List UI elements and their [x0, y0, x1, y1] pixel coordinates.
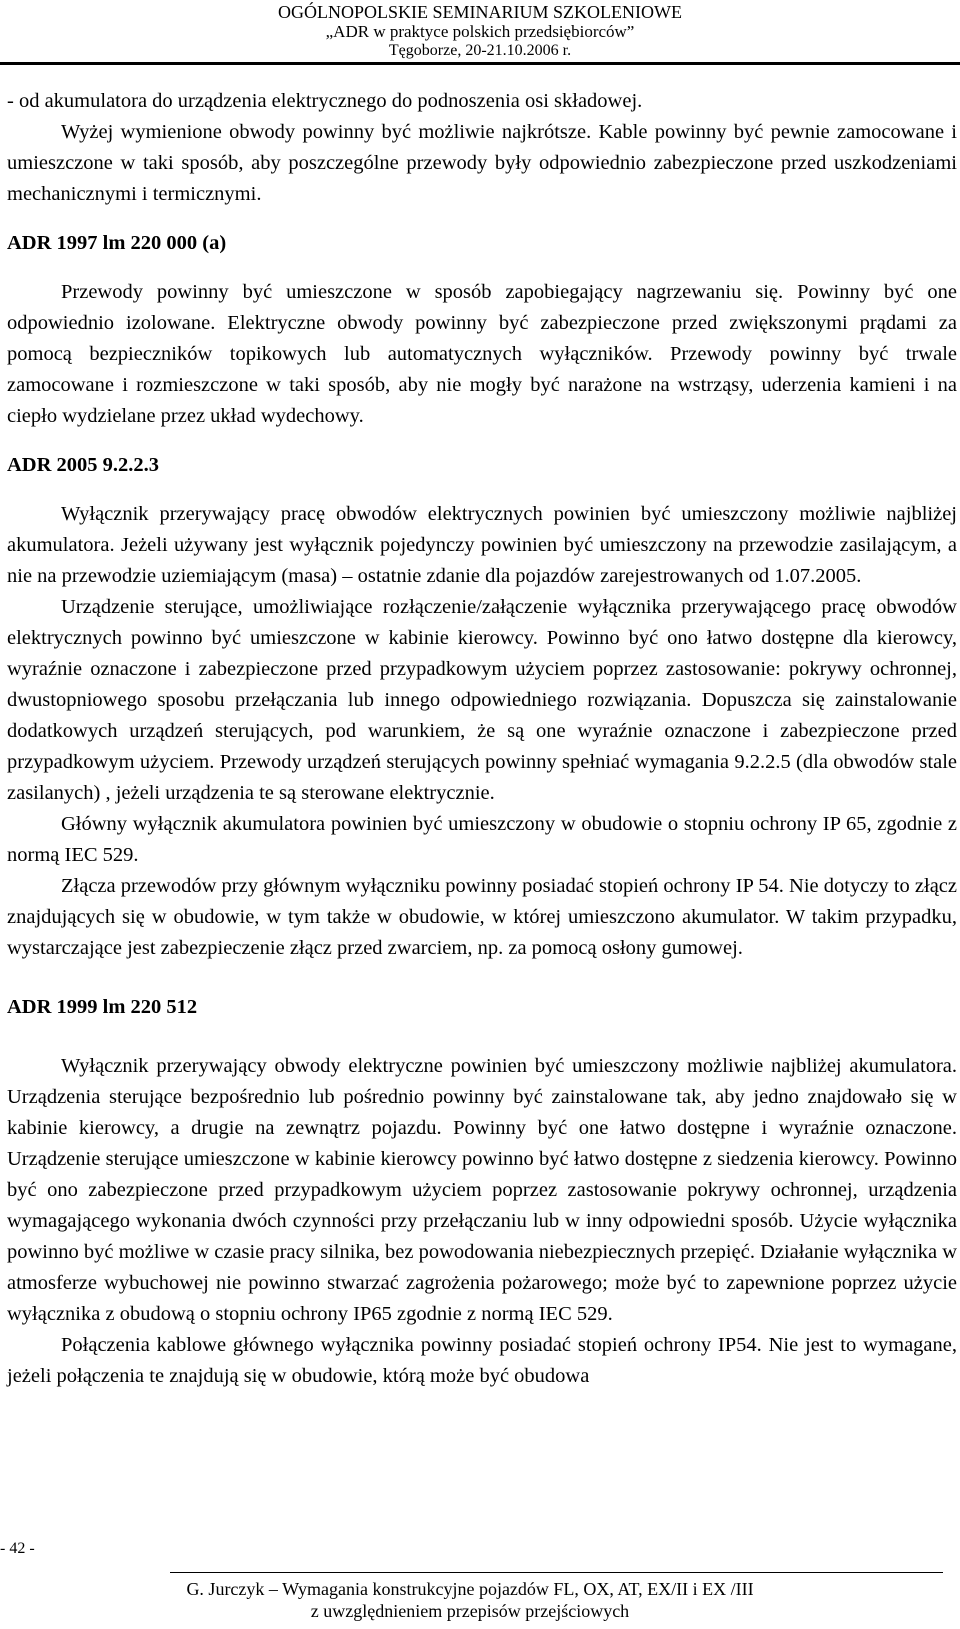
section-heading-adr-1999: ADR 1999 lm 220 512: [7, 996, 198, 1018]
page-number: - 42 -: [0, 1540, 35, 1557]
section-heading-adr-1997: ADR 1997 lm 220 000 (a): [7, 232, 227, 254]
page-content: [7, 86, 957, 1392]
section-heading-adr-2005: ADR 2005 9.2.2.3: [7, 454, 160, 476]
paragraph: Wyłącznik przerywający obwody elektryczne powinien być umieszczony możliwie najbliżej akumulatora. Urządzenia sterujące bezpośrednio lub pośrednio powinny być zainstalowane tak, aby jedno znajdowało się w kabinie kierowcy, a drugie na zewnątrz pojazdu. Powinny być one łatwo dostępne i wyraźnie oznaczone. Urządzenie sterujące umieszczone w kabinie kierowcy powinno być łatwo dostępne z siedzenia kierowcy. Powinno być ono zabezpieczone przed przypadkowym użyciem poprzez zastosowanie pokrywy ochronnej, urządzenia wymagającego wykonania dwóch czynności przy przełączaniu lub w inny odpowiedni sposób. Użycie wyłącznika powinno być możliwe w czasie pracy silnika, bez powodowania niebezpiecznych przepięć. Działanie wyłącznika w atmosferze wybuchowej nie powinno stwarzać zagrożenia pożarowego; może być to zapewnione poprzez użycie wyłącznika z obudową o stopniu ochrony IP65 zgodnie z normą IEC 529.: [7, 1055, 958, 1325]
paragraph: Główny wyłącznik akumulatora powinien być umieszczony w obudowie o stopniu ochrony IP 65, zgodnie z normą IEC 529.: [7, 813, 957, 866]
paragraph: Przewody powinny być umieszczone w sposób zapobiegający nagrzewaniu się. Powinny być one odpowiednio izolowane. Elektryczne obwody powinny być zabezpieczone przed zwiększonymi prądami za pomocą bezpieczników topikowych lub automatycznych wyłączników. Przewody powinny być trwale zamocowane i rozmieszczone w taki sposób, aby nie mogły być narażone na wstrząsy, uderzenia kamieni i na ciepło wydzielane przez układ wydechowy.: [7, 281, 957, 427]
footer-divider: [170, 1572, 943, 1573]
page-header: [0, 0, 960, 65]
footer-subtitle: z uwzględnieniem przepisów przejściowych: [310, 1601, 630, 1621]
header-subtitle: „ADR w praktyce polskich przedsiębiorców”: [325, 22, 635, 41]
paragraph-list-item: - od akumulatora do urządzenia elektrycznego do podnoszenia osi składowej.: [7, 90, 643, 112]
paragraph: Wyżej wymienione obwody powinny być możliwie najkrótsze. Kable powinny być pewnie zamocowane i umieszczone w taki sposób, aby poszczególne przewody były odpowiednio zabezpieczone przed uszkodzeniami mechanicznymi i termicznymi.: [7, 121, 957, 205]
header-place-date: Tęgoborze, 20-21.10.2006 r.: [388, 42, 572, 59]
paragraph: Wyłącznik przerywający pracę obwodów elektrycznych powinien być umieszczony możliwie najbliżej akumulatora. Jeżeli używany jest wyłącznik pojedynczy powinien być umieszczony na przewodzie zasilającym, a nie na przewodzie uziemiającym (masa) – ostatnie zdanie dla pojazdów zarejestrowanych od 1.07.2005.: [7, 503, 957, 587]
header-seminar-title: OGÓLNOPOLSKIE SEMINARIUM SZKOLENIOWE: [278, 2, 682, 22]
page-footer: [0, 1540, 960, 1629]
paragraph: Złącza przewodów przy głównym wyłączniku powinny posiadać stopień ochrony IP 54. Nie dotyczy to złącz znajdujących się w obudowie, w tym także w obudowie, w której umieszczono akumulator. W takim przypadku, wystarczające jest zabezpieczenie złącz przed zwarciem, np. za pomocą osłony gumowej.: [7, 875, 957, 959]
footer-author-title: G. Jurczyk – Wymagania konstrukcyjne pojazdów FL, OX, AT, EX/II i EX /III: [186, 1579, 754, 1599]
paragraph: Połączenia kablowe głównego wyłącznika powinny posiadać stopień ochrony IP54. Nie jest to wymagane, jeżeli połączenia te znajdują się w obudowie, którą może być obudowa: [7, 1334, 957, 1387]
paragraph: Urządzenie sterujące, umożliwiające rozłączenie/załączenie wyłącznika przerywającego pracę obwodów elektrycznych powinno być umieszczone w kabinie kierowcy. Powinno być ono łatwo dostępne dla kierowcy, wyraźnie oznaczone i zabezpieczone przed przypadkowym użyciem poprzez zastosowanie: pokrywy ochronnej, dwustopniowego sposobu przełączania lub innego odpowiedniego rozwiązania. Dopuszcza się zainstalowanie dodatkowych urządzeń sterujących, pod warunkiem, że są one wyraźnie oznaczone i zabezpieczone przed przypadkowym użyciem. Przewody urządzeń sterujących powinny spełniać wymagania 9.2.2.5 (dla obwodów stale zasilanych) , jeżeli urządzenia te są sterowane elektrycznie.: [7, 596, 957, 804]
